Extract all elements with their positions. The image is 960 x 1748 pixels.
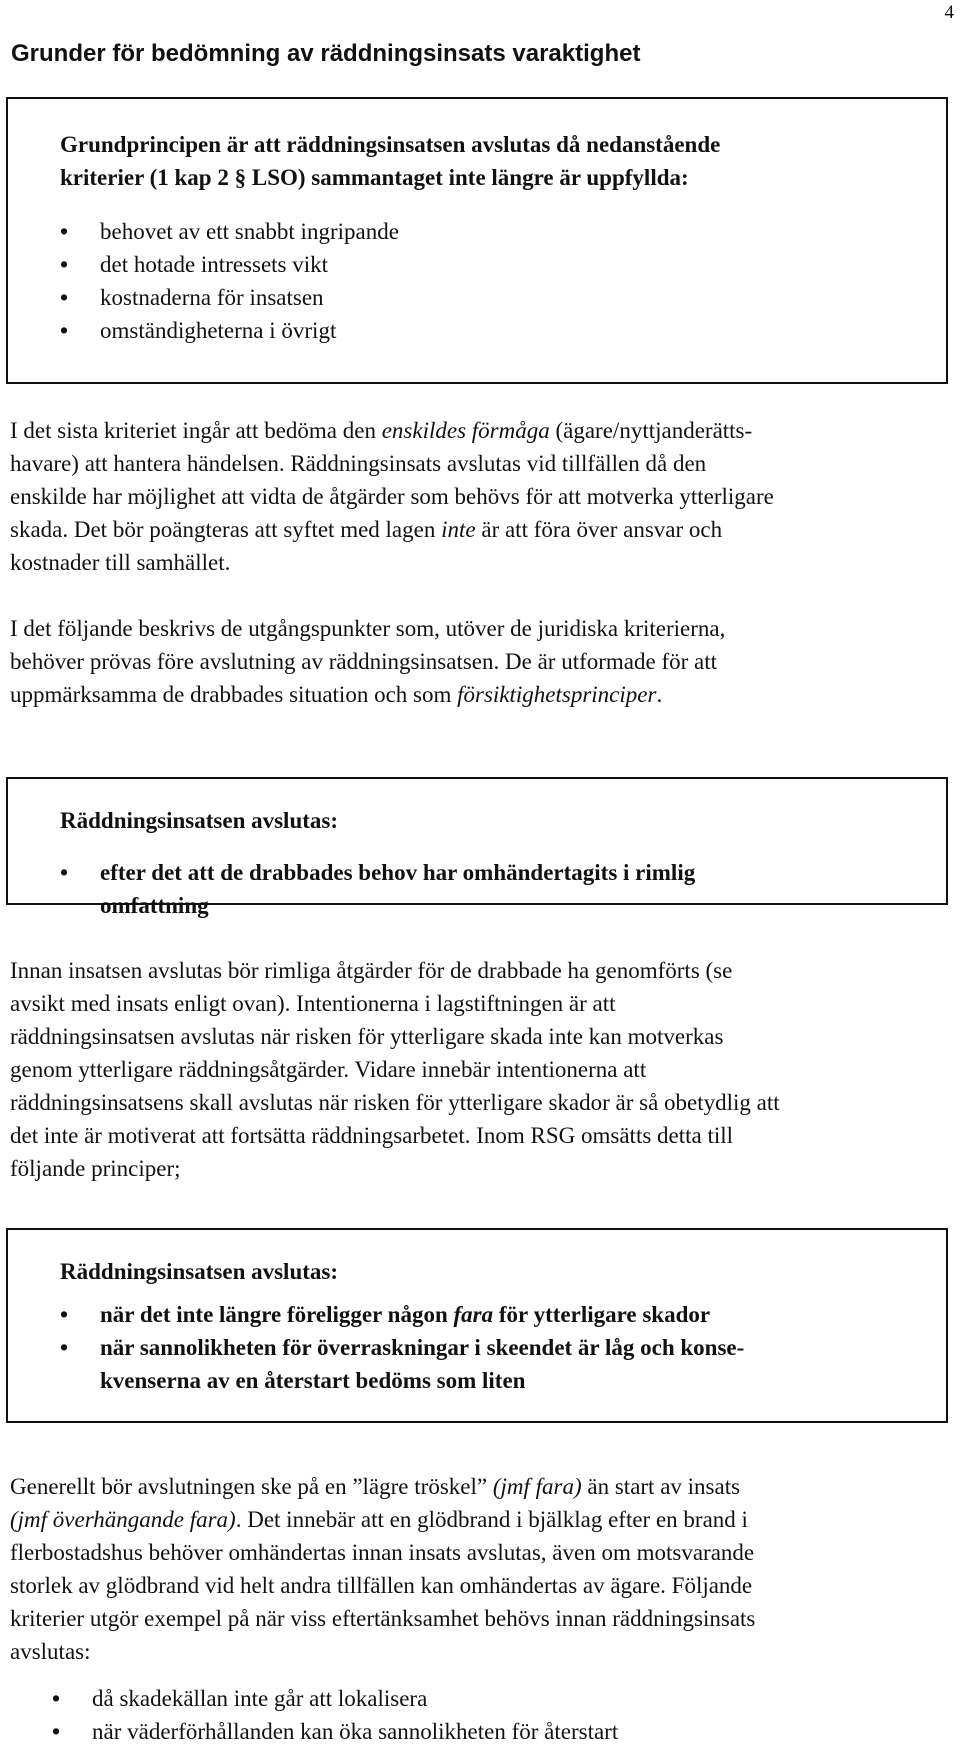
paragraph-starting-points (10, 612, 954, 711)
text-line: storlek av glödbrand vid helt andra tillfällen kan omhändertas av ägare. Följande (10, 1573, 753, 1598)
principle-lead (60, 128, 720, 194)
text-line: enskilde har möjlighet att vidta de åtgärder som behövs för att motverka ytterligare (10, 484, 774, 509)
text-line: följande principer; (10, 1156, 181, 1181)
emphasis: enskildes förmåga (381, 418, 550, 443)
text-line: kriterier utgör exempel på när viss eftertänksamhet behövs innan räddningsinsats (10, 1606, 756, 1631)
text-line: . Det innebär att en glödbrand i bjälklag efter en brand i (235, 1507, 748, 1532)
text-line: kostnader till samhället. (10, 550, 231, 575)
emphasis: fara (453, 1302, 494, 1327)
text-line: för ytterligare skador (493, 1302, 711, 1327)
emphasis: försiktighetsprinciper (457, 682, 657, 707)
list-item (60, 1298, 744, 1331)
rule-box-lead: Räddningsinsatsen avslutas: (60, 808, 339, 833)
text-line: omfattning (100, 893, 209, 918)
text-line: när det inte längre föreligger någon (100, 1302, 454, 1327)
emphasis: inte (441, 517, 476, 542)
rule-list (60, 856, 695, 922)
principle-lead-line: kriterier (1 kap 2 § LSO) sammantaget inte längre är uppfyllda: (60, 165, 689, 190)
criteria-examples-list (52, 1682, 618, 1748)
text-line: räddningsinsatsens skall avslutas när risken för ytterligare skador är så obetydlig att (10, 1090, 780, 1115)
page-title: Grunder för bedömning av räddningsinsats varaktighet (11, 40, 641, 67)
list-item: • när väderförhållanden kan öka sannolikheten för återstart (52, 1715, 618, 1748)
text-line: räddningsinsatsen avslutas när risken för ytterligare skada inte kan motverkas (10, 1024, 724, 1049)
list-item: • det hotade intressets vikt (60, 248, 399, 281)
paragraph-reasonable-measures (10, 954, 954, 1185)
text-line: kvenserna av en återstart bedöms som liten (100, 1368, 526, 1393)
emphasis: (jmf fara) (492, 1474, 582, 1499)
rule-box-needs (6, 777, 948, 918)
list-item (60, 1331, 744, 1397)
list-item: • då skadekällan inte går att lokalisera (52, 1682, 618, 1715)
text-line: uppmärksamma de drabbades situation och som (10, 682, 458, 707)
text-line: efter det att de drabbades behov har omhändertagits i rimlig (100, 860, 696, 885)
text-line: havare) att hantera händelsen. Räddningsinsats avslutas vid tillfällen då den (10, 451, 707, 476)
text-line: skada. Det bör poängteras att syftet med lagen (10, 517, 442, 542)
list-item (60, 856, 695, 922)
criteria-list (60, 215, 399, 347)
rule-list (60, 1298, 744, 1397)
text-line: det inte är motiverat att fortsätta räddningsarbetet. Inom RSG omsätts detta till (10, 1123, 734, 1148)
rule-box-danger (6, 1228, 948, 1423)
page-number: 4 (944, 2, 954, 23)
principle-box (6, 97, 948, 384)
text-line: när sannolikheten för överraskningar i skeendet är låg och konse- (100, 1335, 745, 1360)
text-line: behöver prövas före avslutning av räddningsinsatsen. De är utformade för att (10, 649, 718, 674)
text-line: flerbostadshus behöver omhändertas innan insats avslutas, även om motsvarande (10, 1540, 755, 1565)
text-line: I det sista kriteriet ingår att bedöma den (10, 418, 382, 443)
paragraph-own-capacity (10, 414, 954, 579)
text-line: är att föra över ansvar och (475, 517, 723, 542)
list-item: • behovet av ett snabbt ingripande (60, 215, 399, 248)
text-line: Generellt bör avslutningen ske på en ”lägre tröskel” (10, 1474, 493, 1499)
rule-box-lead: Räddningsinsatsen avslutas: (60, 1259, 339, 1284)
principle-lead-line: Grundprincipen är att räddningsinsatsen avslutas då nedanstående (60, 132, 721, 157)
list-item: • omständigheterna i övrigt (60, 314, 399, 347)
text-line: . (656, 682, 663, 707)
text-line: I det följande beskrivs de utgångspunkter som, utöver de juridiska kriterierna, (10, 616, 726, 641)
text-line: genom ytterligare räddningsåtgärder. Vidare innebär intentionerna att (10, 1057, 647, 1082)
text-line: Innan insatsen avslutas bör rimliga åtgärder för de drabbade ha genomförts (se (10, 958, 733, 983)
paragraph-lower-threshold (10, 1470, 954, 1668)
text-line: avslutas: (10, 1639, 91, 1664)
list-item: • kostnaderna för insatsen (60, 281, 399, 314)
text-line: avsikt med insats enligt ovan). Intentionerna i lagstiftningen är att (10, 991, 616, 1016)
text-line: (ägare/nyttjanderätts- (549, 418, 753, 443)
text-line: än start av insats (581, 1474, 741, 1499)
emphasis: (jmf överhängande fara) (10, 1507, 236, 1532)
